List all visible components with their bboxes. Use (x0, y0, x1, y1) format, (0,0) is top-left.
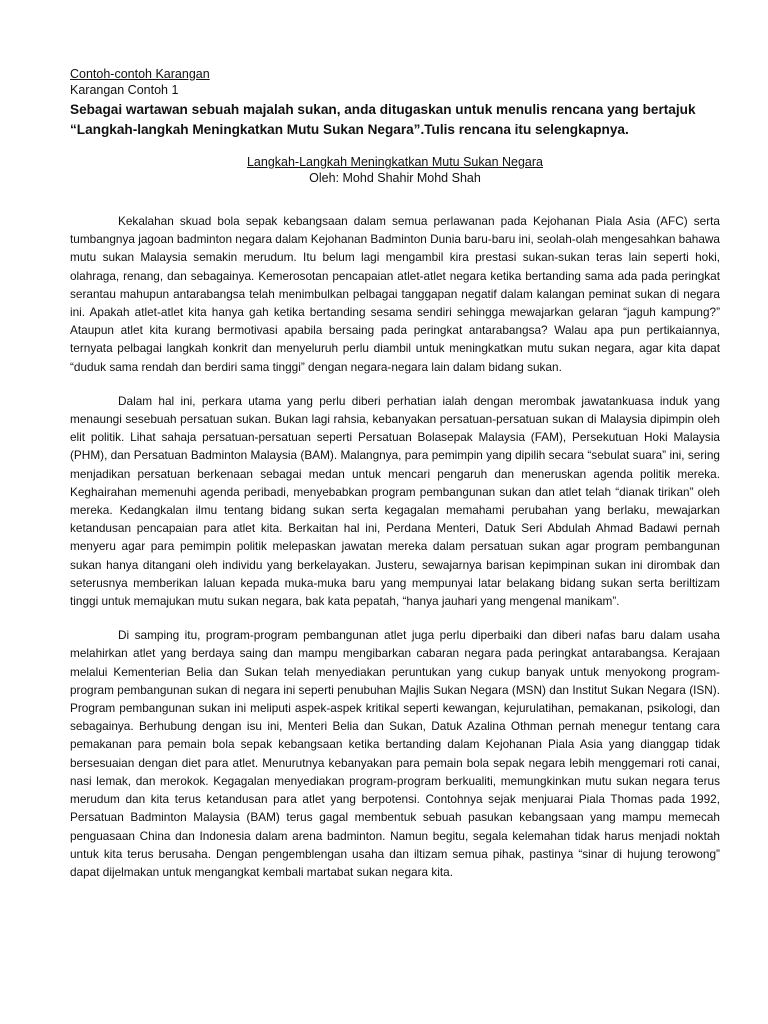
paragraph-2: Dalam hal ini, perkara utama yang perlu diberi perhatian ialah dengan merombak jawatankuasa induk yang menaungi sesebuah persatuan sukan. Bukan lagi rahsia, kebanyakan persatuan-persatuan sukan di Malaysia dipimpin oleh elit politik. Lihat sahaja persatuan-persatuan seperti Persatuan Bolasepak Malaysia (FAM), Persekutuan Hoki Malaysia (PHM), dan Persatuan Badminton Malaysia (BAM). Malangnya, para pemimpin yang dipilih secara “sebulat suara” ini, sering menjadikan persatuan berkenaan sebagai medan untuk mencari pengaruh dan meneruskan agenda politik mereka. Keghairahan memenuhi agenda peribadi, menyebabkan program pembangunan sukan dan atlet telah “dianak tirikan” oleh mereka. Kedangkalan ilmu tentang bidang sukan serta kegagalan memahami perubahan yang berlaku, mewajarkan ketandusan pencapaian para atlet kita. Berkaitan hal ini, Perdana Menteri, Datuk Seri Abdulah Ahmad Badawi pernah menyeru agar para pemimpin politik melepaskan jawatan mereka dalam persatuan sukan agar program pembangunan sukan hanya ditangani oleh individu yang berkelayakan. Justeru, sewajarnya barisan kepimpinan sukan ini dirombak dan seterusnya memberikan laluan kepada muka-muka baru yang mempunyai latar belakang bidang sukan serta beriltizam tinggi untuk memajukan mutu sukan negara, bak kata pepatah, “hanya jauhari yang mengenal manikam”. (70, 393, 720, 609)
article-body (70, 212, 720, 881)
collection-heading: Contoh-contoh Karangan (70, 67, 210, 81)
article-title: Langkah-Langkah Meningkatkan Mutu Sukan Negara (246, 155, 544, 169)
paragraph-1: Kekalahan skuad bola sepak kebangsaan dalam semua perlawanan pada Kejohanan Piala Asia (AFC) serta tumbangnya jagoan badminton negara dalam Kejohanan Badminton Dunia baru-baru ini, seolah-olah mengesahkan bahawa mutu sukan Malaysia semakin merudum. Itu belum lagi mengambil kira prestasi sukan-sukan teras lain seperti hoki, olahraga, renang, dan sebagainya. Kemerosotan pencapaian atlet-atlet negara ketika bertanding sama ada pada peringkat serantau mahupun antarabangsa telah menimbulkan pelbagai tanggapan negatif dalam kalangan peminat sukan di negara ini. Apakah atlet-atlet kita hanya gah ketika bertanding sesama sendiri sehingga mewajarkan gelaran “jaguh kampung?” Ataupun atlet kita kurang bermotivasi apabila bersaing pada peringkat antarabangsa? Walau apa pun pertikaiannya, ternyata pelbagai langkah konkrit dan menyeluruh perlu diambil untuk meningkatkan mutu sukan negara, agar kita dapat “duduk sama rendah dan berdiri sama tinggi” dengan negara-negara lain dalam bidang sukan. (70, 214, 720, 374)
article-byline: Oleh: Mohd Shahir Mohd Shah (309, 171, 481, 185)
prompt-line-2: “Langkah-langkah Meningkatkan Mutu Sukan Negara”.Tulis rencana itu selengkapnya. (70, 122, 629, 137)
article-title-block (70, 154, 720, 186)
paragraph-3: Di samping itu, program-program pembangunan atlet juga perlu diperbaiki dan diberi nafas baru dalam usaha melahirkan atlet yang berdaya saing dan mampu mengibarkan cabaran negara pada peringkat antarabangsa. Kerajaan melalui Kementerian Belia dan Sukan telah menyediakan peruntukan yang cukup banyak untuk menyokong program-program pembangunan sukan di negara ini seperti penubuhan Majlis Sukan Negara (MSN) dan Institut Sukan Negara (ISN). Program pembangunan sukan ini meliputi aspek-aspek kritikal seperti kewangan, kejurulatihan, pemakanan, psikologi, dan sebagainya. Berhubung dengan isu ini, Menteri Belia dan Sukan, Datuk Azalina Othman pernah menegur tentang cara pemakanan para pemain bola sepak kebangsaan ketika bertanding dalam Kejohanan Piala Asia yang dianggap tidak bersesuaian dengan diet para atlet. Menurutnya kebanyakan para pemain bola sepak negara lebih menggemari roti canai, nasi lemak, dan merokok. Kegagalan menyediakan program-program berkualiti, memungkinkan mutu sukan negara terus merudum dan kita terus ketandusan para atlet yang berpotensi. Contohnya sejak menjuarai Piala Thomas pada 1992, Persatuan Badminton Malaysia (BAM) terus gagal membentuk sebuah pasukan kebangsaan yang mampu memecah penguasaan China dan Indonesia dalam arena badminton. Namun begitu, segala kelemahan tidak harus menjadi noktah untuk kita terus berusaha. Dengan pengemblengan usaha dan iltizam semua pihak, pastinya “sinar di hujung terowong” dapat dijelmakan untuk mengangkat kembali martabat sukan negara kita. (70, 628, 720, 879)
essay-prompt (70, 100, 720, 140)
prompt-line-1: Sebagai wartawan sebuah majalah sukan, anda ditugaskan untuk menulis rencana yang bertajuk (70, 102, 696, 117)
example-heading: Karangan Contoh 1 (70, 83, 179, 97)
